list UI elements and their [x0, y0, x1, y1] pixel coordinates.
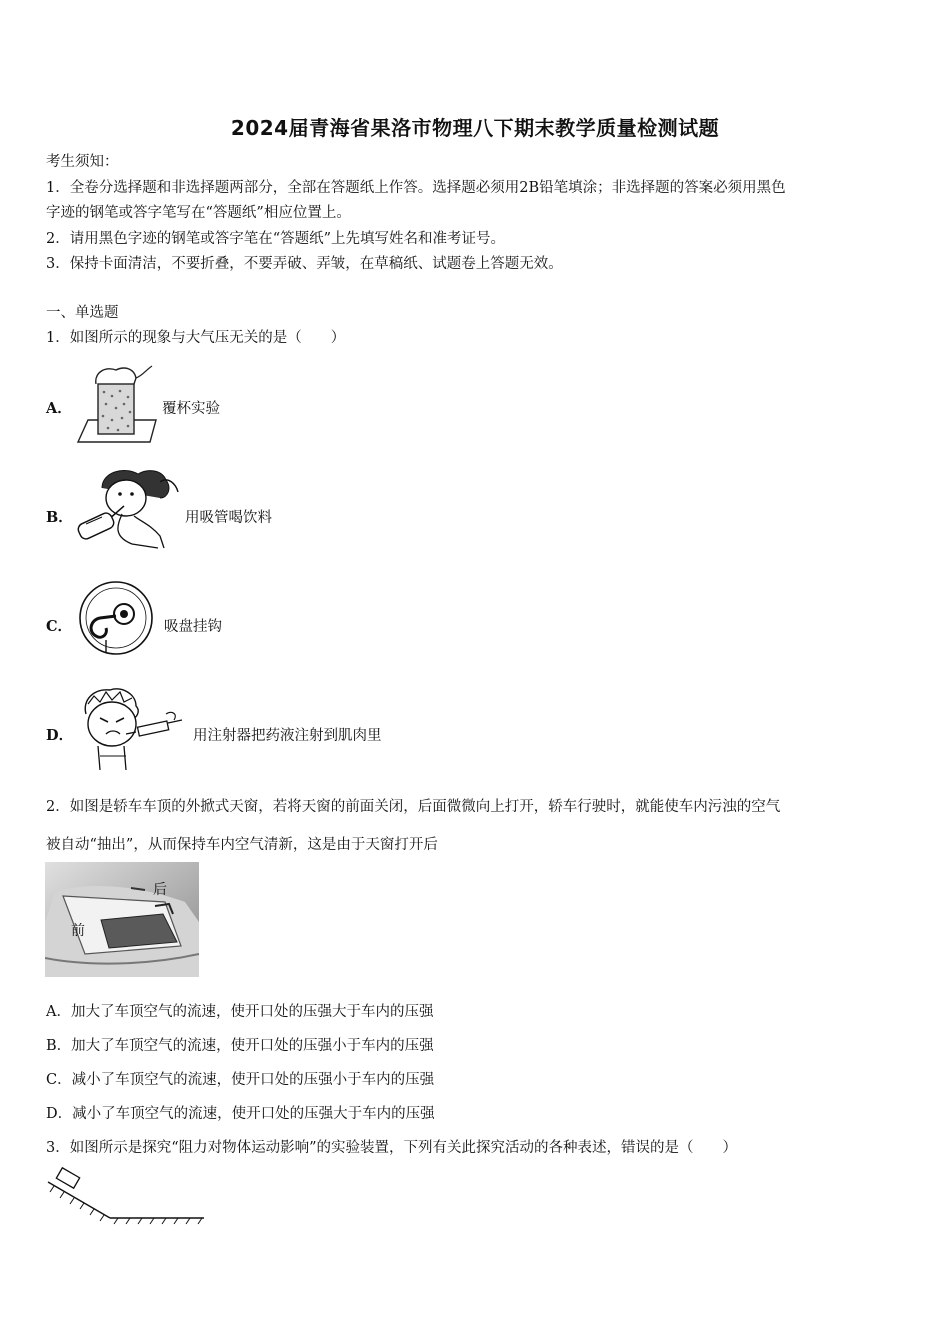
suction-hook-icon	[76, 580, 158, 660]
cup-cover-icon	[72, 358, 162, 448]
q1-option-a-text: 覆杯实验	[162, 401, 220, 417]
sunroof-label-front: 前	[71, 923, 85, 939]
boy-syringe-icon	[74, 684, 190, 776]
q2-stem-line2: 被自动“抽出”，从而保持车内空气清新，这是由于天窗打开后	[46, 837, 438, 853]
q2-option-b: B．加大了车顶空气的流速，使开口处的压强小于车内的压强	[46, 1038, 434, 1054]
q1-option-c-letter: C．	[46, 618, 73, 635]
q1-option-c-text: 吸盘挂钩	[164, 619, 222, 635]
notice-item-1: 1．全卷分选择题和非选择题两部分，全部在答题纸上作答。选择题必须用2B铅笔填涂；非选择题的答案必须用黑色	[46, 180, 786, 196]
notice-heading: 考生须知：	[46, 154, 119, 170]
notice-item-1-cont: 字迹的钢笔或答字笔写在“答题纸”相应位置上。	[46, 205, 351, 221]
notice-item-2: 2．请用黑色字迹的钢笔或答字笔在“答题纸”上先填写姓名和准考证号。	[46, 231, 506, 247]
ramp-figure	[44, 1162, 208, 1226]
section-heading: 一、单选题	[46, 305, 119, 321]
q1-stem: 1．如图所示的现象与大气压无关的是（ ）	[46, 330, 346, 346]
q1-option-a-letter: A．	[46, 400, 72, 417]
q3-stem: 3．如图所示是探究“阻力对物体运动影响”的实验装置，下列有关此探究活动的各种表述，错误的是（ ）	[46, 1140, 738, 1156]
notice-item-3: 3．保持卡面清洁，不要折叠，不要弄破、弄皱，在草稿纸、试题卷上答题无效。	[46, 256, 563, 272]
q2-option-a: A．加大了车顶空气的流速，使开口处的压强大于车内的压强	[46, 1004, 434, 1020]
sunroof-figure	[45, 862, 199, 977]
q2-option-d: D．减小了车顶空气的流速，使开口处的压强大于车内的压强	[46, 1106, 435, 1122]
sunroof-label-back: 后	[153, 882, 167, 898]
q1-option-d-text: 用注射器把药液注射到肌肉里	[193, 728, 382, 744]
q2-stem-line1: 2．如图是轿车车顶的外掀式天窗，若将天窗的前面关闭，后面微微向上打开，轿车行驶时，就能使车内污浊的空气	[46, 799, 781, 815]
q2-option-c: C．减小了车顶空气的流速，使开口处的压强小于车内的压强	[46, 1072, 435, 1088]
girl-straw-icon	[72, 462, 184, 554]
q1-option-d-letter: D．	[46, 727, 74, 744]
page-title: 2024届青海省果洛市物理八下期末教学质量检测试题	[230, 116, 720, 140]
q1-option-b-letter: B．	[46, 509, 73, 526]
q1-option-b-text: 用吸管喝饮料	[185, 510, 272, 526]
